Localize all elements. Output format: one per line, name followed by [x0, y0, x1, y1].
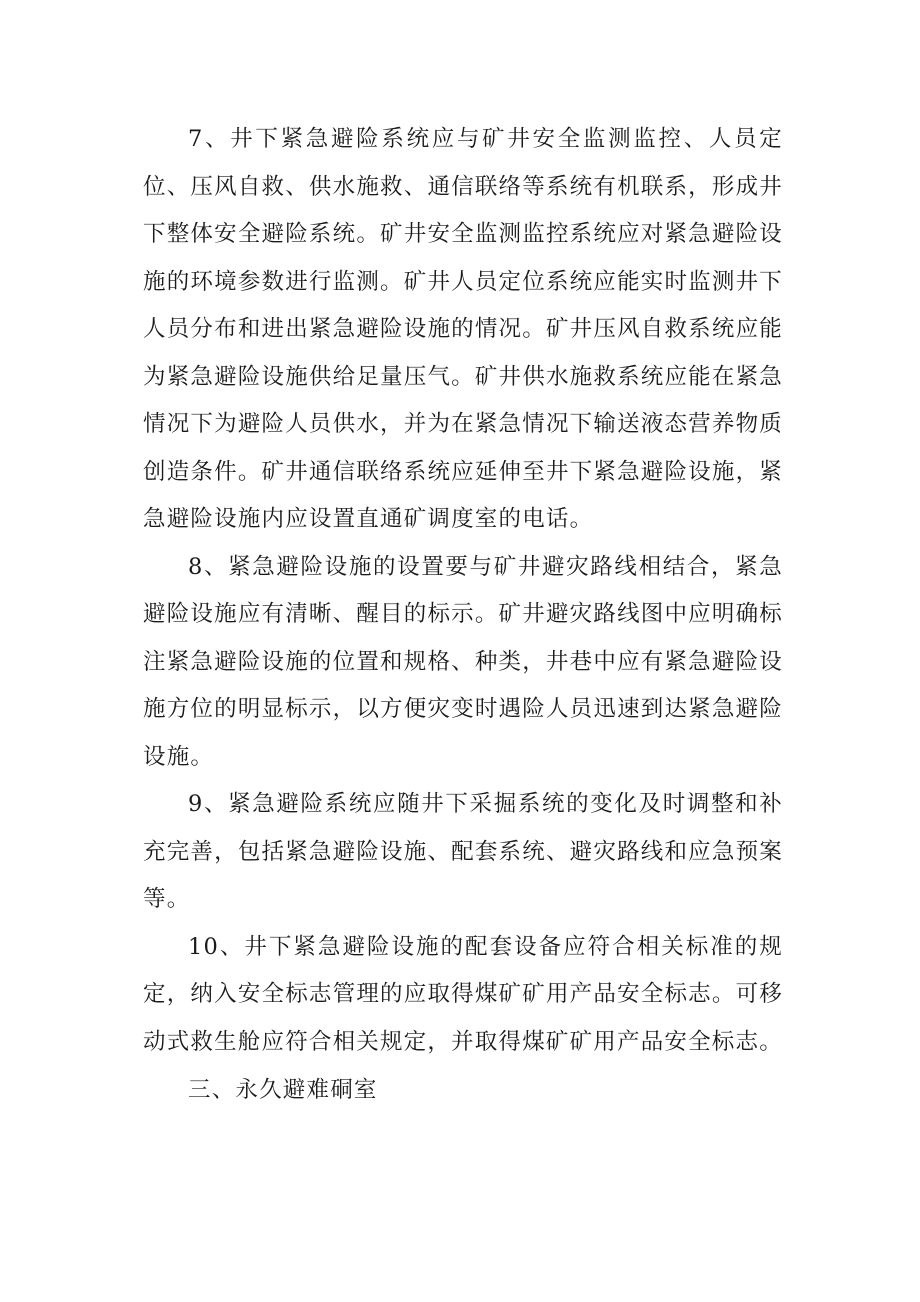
document-body: [143, 116, 783, 1115]
paragraph-item-10: 10、井下紧急避险设施的配套设备应符合相关标准的规定，纳入安全标志管理的应取得煤矿矿用产品安全标志。可移动式救生舱应符合相关规定，并取得煤矿矿用产品安全标志。: [143, 933, 783, 1055]
paragraph-item-8: 8、紧急避险设施的设置要与矿井避灾路线相结合，紧急避险设施应有清晰、醒目的标示。矿井避灾路线图中应明确标注紧急避险设施的位置和规格、种类，井巷中应有紧急避险设施方位的明显标示，以方便灾变时遇险人员迅速到达紧急避险设施。: [143, 553, 783, 770]
paragraph-item-9: 9、紧急避险系统应随井下采掘系统的变化及时调整和补充完善，包括紧急避险设施、配套系统、避灾路线和应急预案等。: [143, 791, 783, 912]
paragraph-item-7: 7、井下紧急避险系统应与矿井安全监测监控、人员定位、压风自救、供水施救、通信联络等系统有机联系，形成井下整体安全避险系统。矿井安全监测监控系统应对紧急避险设施的环境参数进行监测。矿井人员定位系统应能实时监测井下人员分布和进出紧急避险设施的情况。矿井压风自救系统应能为紧急避险设施供给足量压气。矿井供水施救系统应能在紧急情况下为避险人员供水，并为在紧急情况下输送液态营养物质创造条件。矿井通信联络系统应延伸至井下紧急避险设施，紧急避险设施内应设置直通矿调度室的电话。: [143, 126, 783, 532]
section-heading: 三、永久避难硐室: [188, 1077, 378, 1103]
